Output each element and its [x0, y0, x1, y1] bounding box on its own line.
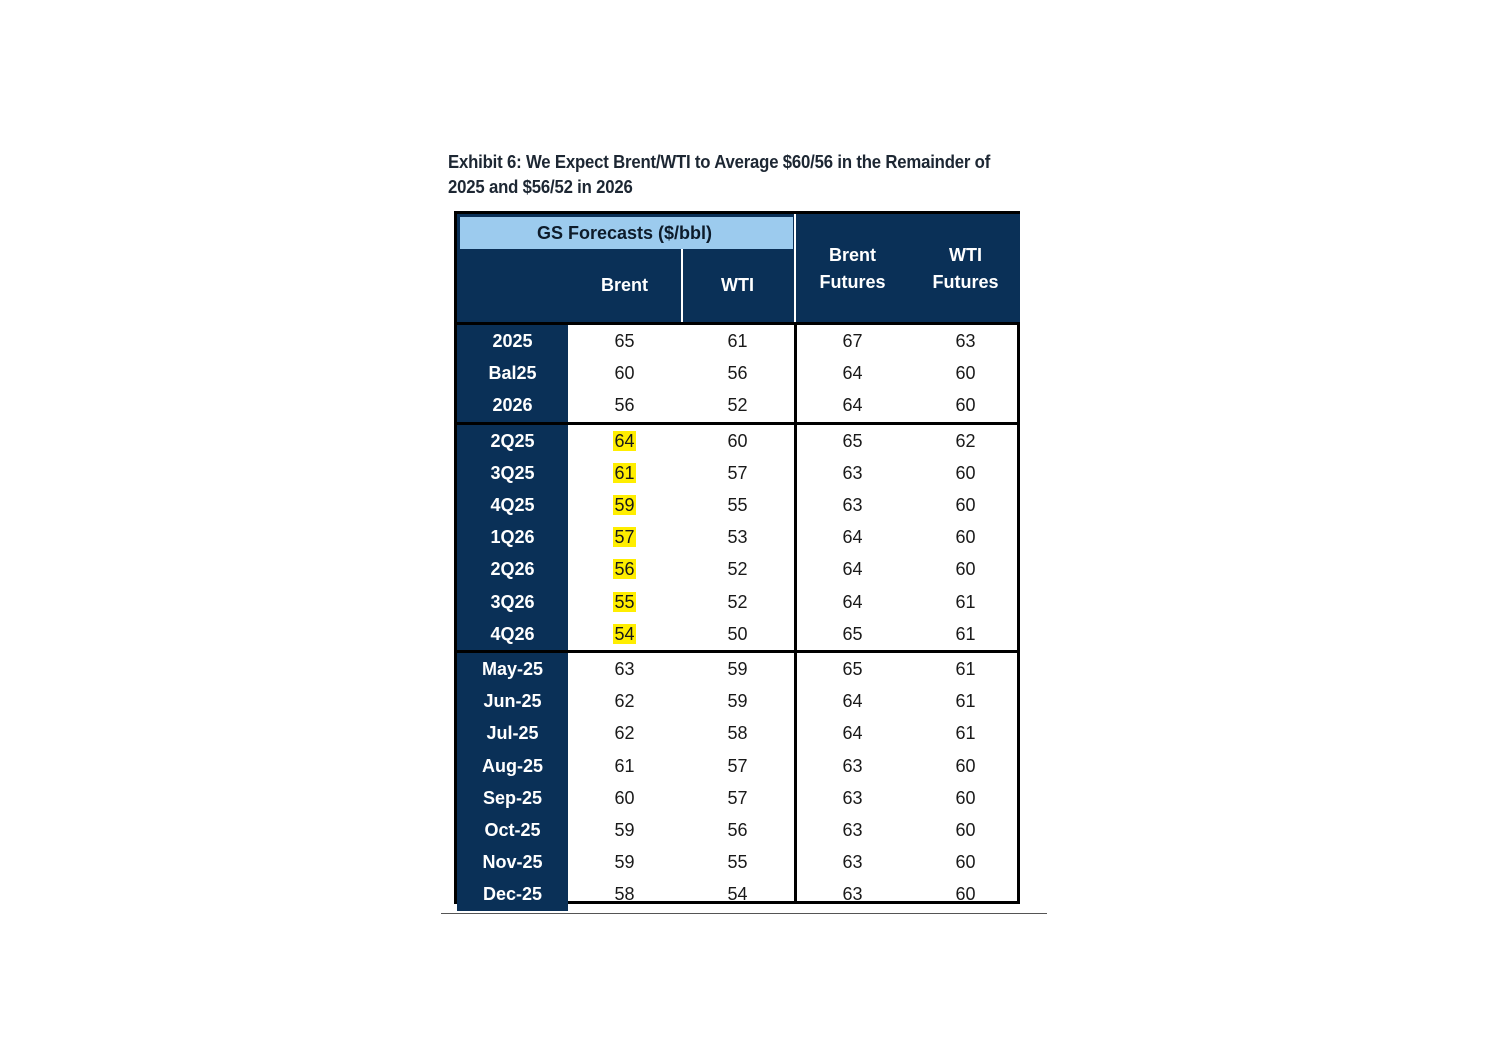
row-label [457, 389, 568, 421]
cell-wti-futures-value: 62 [955, 430, 976, 451]
cell-wti-futures [909, 685, 1022, 717]
cell-wti [681, 717, 794, 749]
row-label-value: 2Q26 [490, 559, 535, 580]
cell-brent-value: 61 [614, 462, 635, 483]
row-label-value: Jun-25 [483, 691, 542, 712]
cell-brent-value: 63 [614, 659, 635, 679]
cell-wti-futures-value: 60 [955, 787, 976, 808]
cell-brent [568, 521, 681, 553]
cell-wti-futures-value: 60 [955, 755, 976, 776]
cell-brent-value: 61 [614, 755, 635, 776]
cell-brent [568, 357, 681, 389]
cell-brent-futures [796, 489, 909, 521]
row-label-value: 2026 [492, 395, 533, 416]
cell-wti-value: 55 [727, 852, 748, 873]
cell-wti-futures [909, 357, 1022, 389]
cell-brent-futures-value: 64 [842, 363, 863, 384]
cell-brent-futures [796, 750, 909, 782]
cell-brent-futures [796, 389, 909, 421]
cell-wti-futures-value: 61 [955, 691, 976, 712]
forecast-banner [460, 217, 793, 249]
cell-brent-futures [796, 653, 909, 685]
cell-brent-futures-value: 65 [842, 659, 863, 679]
forecast-table [454, 211, 1020, 904]
header-block-divider [794, 214, 796, 322]
cell-wti [681, 521, 794, 553]
exhibit-title [448, 150, 1006, 200]
cell-brent-value: 62 [614, 691, 635, 712]
cell-brent-futures-value: 63 [842, 787, 863, 808]
cell-wti-futures [909, 750, 1022, 782]
cell-wti-value: 56 [727, 363, 748, 384]
cell-brent-futures [796, 618, 909, 650]
cell-wti-futures-value: 60 [955, 395, 976, 416]
column-header-brent: Brent [600, 275, 648, 295]
table-row [457, 425, 1017, 457]
body-column-divider [794, 322, 797, 901]
cell-brent-futures-value: 63 [842, 852, 863, 873]
cell-brent-value: 56 [614, 395, 635, 416]
cell-wti-futures [909, 653, 1022, 685]
row-label [457, 782, 568, 814]
cell-brent [568, 389, 681, 421]
row-label-value: 1Q26 [490, 527, 535, 548]
cell-wti [681, 846, 794, 878]
cell-wti-futures [909, 586, 1022, 618]
row-label [457, 325, 568, 357]
table-row [457, 782, 1017, 814]
cell-wti-value: 52 [727, 395, 748, 416]
cell-brent-futures [796, 846, 909, 878]
cell-wti-futures-value: 60 [955, 884, 976, 905]
row-label-value: May-25 [481, 659, 544, 679]
row-label [457, 521, 568, 553]
table-row [457, 685, 1017, 717]
cell-brent-futures-value: 65 [842, 623, 863, 644]
cell-brent-value: 59 [614, 852, 635, 873]
cell-brent-futures-value: 67 [842, 331, 863, 351]
cell-wti [681, 618, 794, 650]
cell-wti-futures [909, 425, 1022, 457]
exhibit-title-line-1: Exhibit 6: We Expect Brent/WTI to Average $60/56 in the Remainder of [448, 152, 991, 172]
cell-brent-value: 59 [614, 820, 635, 840]
cell-wti-futures-value: 60 [955, 852, 976, 873]
table-row [457, 389, 1017, 421]
cell-brent-futures [796, 782, 909, 814]
cell-brent-futures [796, 457, 909, 489]
cell-wti-futures-value: 61 [955, 623, 976, 644]
cell-wti-futures-value: 63 [955, 331, 976, 351]
row-label-value: 3Q25 [490, 462, 535, 483]
cell-wti-futures-value: 60 [955, 559, 976, 580]
column-header-brent-futures [796, 242, 909, 296]
cell-wti [681, 878, 794, 910]
cell-wti [681, 357, 794, 389]
cell-wti-futures-value: 60 [955, 462, 976, 483]
cell-wti-futures [909, 389, 1022, 421]
cell-wti-value: 59 [727, 691, 748, 712]
cell-wti-futures [909, 325, 1022, 357]
cell-wti [681, 325, 794, 357]
row-label-value: 4Q26 [490, 623, 535, 644]
cell-brent-futures-value: 64 [842, 527, 863, 548]
cell-brent-futures-value: 63 [842, 755, 863, 776]
cell-brent-futures [796, 553, 909, 585]
cell-wti-value: 57 [727, 755, 748, 776]
row-label-value: 4Q25 [490, 495, 535, 515]
table-row [457, 357, 1017, 389]
cell-wti-futures [909, 553, 1022, 585]
cell-wti-futures [909, 717, 1022, 749]
cell-wti [681, 489, 794, 521]
cell-brent-futures-value: 63 [842, 495, 863, 515]
row-label [457, 618, 568, 650]
cell-wti-futures [909, 618, 1022, 650]
cell-wti-value: 56 [727, 820, 748, 840]
cell-brent-futures-value: 65 [842, 430, 863, 451]
cell-brent-futures [796, 325, 909, 357]
column-header-wti-futures-line-1: WTI [949, 245, 982, 265]
cell-wti [681, 685, 794, 717]
cell-brent-value: 58 [614, 884, 635, 905]
cell-brent-futures [796, 878, 909, 910]
row-label [457, 878, 568, 910]
table-row [457, 878, 1017, 910]
cell-wti-futures [909, 878, 1022, 910]
cell-brent-value: 54 [614, 623, 635, 644]
cell-wti-futures-value: 61 [955, 723, 976, 744]
cell-brent-futures-value: 64 [842, 591, 863, 612]
cell-wti-value: 61 [727, 331, 748, 351]
row-label [457, 553, 568, 585]
row-label [457, 653, 568, 685]
cell-wti-value: 54 [727, 884, 748, 905]
cell-wti-value: 60 [727, 430, 748, 451]
cell-wti-value: 52 [727, 591, 748, 612]
cell-brent [568, 457, 681, 489]
cell-wti-value: 53 [727, 527, 748, 548]
cell-brent [568, 553, 681, 585]
column-header-wti-futures-line-2: Futures [932, 272, 999, 292]
cell-wti [681, 653, 794, 685]
cell-wti-futures [909, 489, 1022, 521]
cell-brent-futures [796, 586, 909, 618]
cell-wti [681, 553, 794, 585]
cell-wti [681, 389, 794, 421]
cell-brent [568, 846, 681, 878]
cell-wti [681, 782, 794, 814]
cell-wti-value: 50 [727, 623, 748, 644]
row-label [457, 814, 568, 846]
cell-brent-value: 60 [614, 363, 635, 384]
cell-brent-futures-value: 63 [842, 462, 863, 483]
bottom-rule [441, 913, 1047, 914]
cell-brent-futures [796, 521, 909, 553]
table-row [457, 618, 1017, 650]
cell-wti-value: 52 [727, 559, 748, 580]
cell-brent [568, 750, 681, 782]
cell-wti-futures-value: 60 [955, 363, 976, 384]
cell-wti-value: 55 [727, 495, 748, 515]
row-label-value: Aug-25 [481, 755, 543, 776]
cell-wti-futures [909, 814, 1022, 846]
exhibit-title-line-2: 2025 and $56/52 in 2026 [448, 177, 633, 197]
table-row [457, 717, 1017, 749]
row-label [457, 489, 568, 521]
cell-brent-futures-value: 64 [842, 395, 863, 416]
cell-brent-futures [796, 814, 909, 846]
cell-brent-futures-value: 63 [842, 820, 863, 840]
cell-brent [568, 782, 681, 814]
row-label-value: Oct-25 [484, 820, 541, 840]
cell-brent-futures [796, 357, 909, 389]
cell-brent-futures [796, 717, 909, 749]
cell-brent-futures [796, 685, 909, 717]
cell-brent [568, 425, 681, 457]
table-row [457, 586, 1017, 618]
cell-brent-value: 59 [614, 495, 635, 515]
row-label-value: 2Q25 [490, 430, 535, 451]
cell-wti-futures-value: 60 [955, 820, 976, 840]
cell-brent-value: 62 [614, 723, 635, 744]
cell-brent-value: 64 [614, 430, 635, 451]
cell-wti-value: 57 [727, 462, 748, 483]
cell-wti-futures-value: 61 [955, 659, 976, 679]
column-header-wti: WTI [721, 275, 754, 295]
forecast-banner-label: GS Forecasts ($/bbl) [536, 223, 713, 243]
cell-brent [568, 586, 681, 618]
row-label-value: 3Q26 [490, 591, 535, 612]
column-header-brent-futures-line-2: Futures [819, 272, 886, 292]
cell-brent-value: 60 [614, 787, 635, 808]
row-label [457, 717, 568, 749]
cell-wti-futures-value: 61 [955, 591, 976, 612]
cell-wti-futures-value: 60 [955, 527, 976, 548]
cell-brent [568, 325, 681, 357]
table-row [457, 457, 1017, 489]
cell-brent-futures-value: 63 [842, 884, 863, 905]
cell-brent [568, 685, 681, 717]
row-label-value: Sep-25 [482, 787, 543, 808]
cell-brent [568, 489, 681, 521]
cell-brent-value: 57 [614, 527, 635, 548]
cell-wti [681, 586, 794, 618]
cell-wti [681, 425, 794, 457]
row-label-value: Bal25 [488, 363, 537, 384]
row-label [457, 586, 568, 618]
cell-wti [681, 814, 794, 846]
row-label-value: Jul-25 [486, 723, 539, 744]
cell-brent [568, 653, 681, 685]
row-label-value: Nov-25 [482, 852, 543, 873]
cell-brent [568, 878, 681, 910]
row-label [457, 357, 568, 389]
cell-brent [568, 814, 681, 846]
cell-brent-value: 56 [614, 559, 635, 580]
cell-wti-futures [909, 846, 1022, 878]
cell-wti-value: 57 [727, 787, 748, 808]
cell-wti-value: 58 [727, 723, 748, 744]
cell-brent-futures-value: 64 [842, 723, 863, 744]
row-label [457, 685, 568, 717]
cell-brent [568, 717, 681, 749]
column-header-brent-futures-line-1: Brent [828, 245, 876, 265]
cell-wti-futures [909, 521, 1022, 553]
column-header-wti-futures [909, 242, 1022, 296]
table-row [457, 553, 1017, 585]
cell-wti-futures-value: 60 [955, 495, 976, 515]
table-row [457, 846, 1017, 878]
table-row [457, 814, 1017, 846]
cell-wti [681, 457, 794, 489]
cell-brent-futures-value: 64 [842, 559, 863, 580]
cell-brent-futures-value: 64 [842, 691, 863, 712]
table-row [457, 489, 1017, 521]
row-label [457, 425, 568, 457]
cell-brent-value: 65 [614, 331, 635, 351]
cell-wti [681, 750, 794, 782]
cell-wti-value: 59 [727, 659, 748, 679]
cell-wti-futures [909, 457, 1022, 489]
table-row [457, 750, 1017, 782]
table-row [457, 325, 1017, 357]
row-label [457, 457, 568, 489]
cell-brent [568, 618, 681, 650]
row-label [457, 750, 568, 782]
row-label-value: 2025 [492, 331, 533, 351]
cell-brent-futures [796, 425, 909, 457]
row-label-value: Dec-25 [482, 884, 543, 905]
row-label [457, 846, 568, 878]
cell-brent-value: 55 [614, 591, 635, 612]
cell-wti-futures [909, 782, 1022, 814]
table-row [457, 653, 1017, 685]
table-row [457, 521, 1017, 553]
